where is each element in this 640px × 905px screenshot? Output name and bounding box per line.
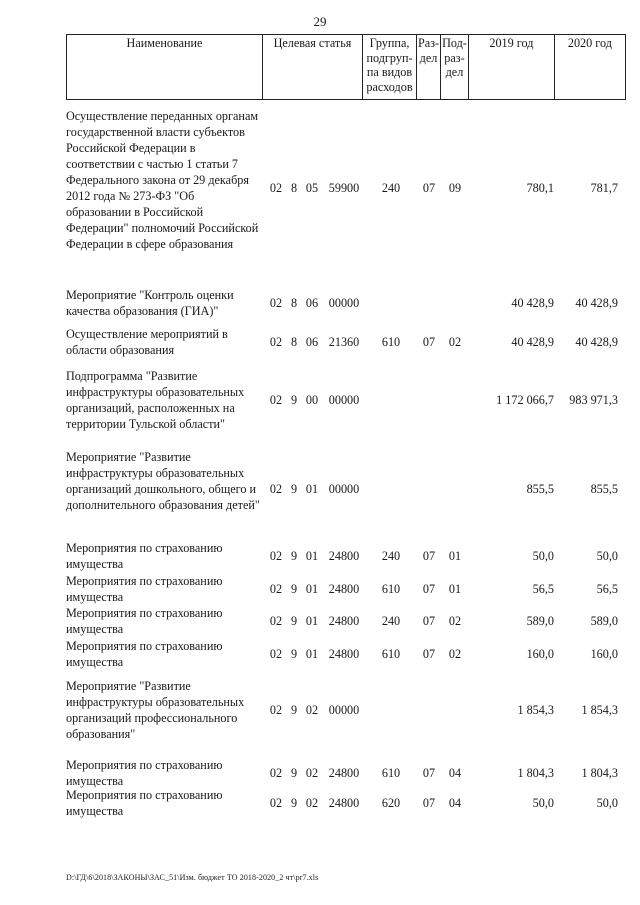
row-subprogram: 9 [290, 766, 298, 780]
row-podrazdel: 02 [448, 647, 462, 661]
row-program: 02 [269, 647, 283, 661]
row-razdel: 07 [422, 796, 436, 810]
row-direction: 00 [305, 393, 319, 407]
row-program: 02 [269, 393, 283, 407]
row-program: 02 [269, 335, 283, 349]
row-value-2020: 40 428,9 [575, 335, 618, 349]
row-group: 610 [381, 335, 401, 349]
row-value-2020: 983 971,3 [569, 393, 618, 407]
row-program: 02 [269, 482, 283, 496]
row-name: Подпрограмма "Развитие инфраструктуры образовательных организаций, расположенных на территории Тульской области" [66, 369, 245, 431]
row-name: Мероприятия по страхованию имущества [66, 541, 223, 571]
header-group-line: расходов [366, 79, 413, 94]
row-program: 02 [269, 549, 283, 563]
header-name: Наименование [67, 35, 263, 100]
row-razdel: 07 [422, 647, 436, 661]
row-podrazdel: 01 [448, 582, 462, 596]
row-name: Мероприятия по страхованию имущества [66, 758, 223, 788]
row-podrazdel: 02 [448, 335, 462, 349]
row-subprogram: 9 [290, 482, 298, 496]
row-value-2020: 50,0 [596, 549, 618, 563]
row-direction: 01 [305, 549, 319, 563]
row-name: Мероприятия по страхованию имущества [66, 639, 223, 669]
row-razdel: 07 [422, 766, 436, 780]
row-value-2020: 40 428,9 [575, 296, 618, 310]
row-program: 02 [269, 703, 283, 717]
row-value-2019: 1 804,3 [517, 766, 554, 780]
row-subprogram: 8 [290, 181, 298, 195]
row-value-2019: 50,0 [532, 549, 554, 563]
row-direction: 01 [305, 614, 319, 628]
row-code: 00000 [328, 703, 360, 717]
row-subprogram: 9 [290, 614, 298, 628]
footer-file-path: D:\ГД\6\2018\ЗАКОНЫ\ЗАС_51\Изм. бюджет ТО 2018-2020_2 чт\pr7.xls [66, 873, 319, 882]
row-direction: 01 [305, 482, 319, 496]
row-value-2019: 40 428,9 [511, 335, 554, 349]
row-value-2019: 56,5 [532, 582, 554, 596]
page-number: 29 [313, 14, 327, 29]
row-name: Мероприятия по страхованию имущества [66, 788, 223, 818]
row-direction: 05 [305, 181, 319, 195]
row-value-2019: 1 854,3 [517, 703, 554, 717]
row-value-2019: 40 428,9 [511, 296, 554, 310]
row-code: 24800 [328, 614, 360, 628]
header-expense-group [363, 35, 417, 100]
row-name: Мероприятие "Контроль оценки качества образования (ГИА)" [66, 288, 234, 318]
row-direction: 02 [305, 766, 319, 780]
row-code: 24800 [328, 549, 360, 563]
row-name: Осуществление мероприятий в области образования [66, 327, 228, 357]
row-value-2019: 1 172 066,7 [496, 393, 554, 407]
row-value-2020: 50,0 [596, 796, 618, 810]
row-code: 00000 [328, 296, 360, 310]
row-podrazdel: 04 [448, 796, 462, 810]
header-year-2020: 2020 год [554, 35, 625, 100]
row-group: 610 [381, 766, 401, 780]
row-direction: 02 [305, 796, 319, 810]
row-direction: 02 [305, 703, 319, 717]
row-subprogram: 9 [290, 549, 298, 563]
row-group: 620 [381, 796, 401, 810]
header-razdel-line: Раз- [418, 36, 440, 50]
row-code: 59900 [328, 181, 360, 195]
row-code: 21360 [328, 335, 360, 349]
row-value-2020: 589,0 [590, 614, 618, 628]
row-name: Осуществление переданных органам государственной власти субъектов Российской Федерации в соответствии с частью 1 статьи 7 Федерального закона от 29 декабря 2012 года № 273-ФЗ "Об образовании в Российской Федерации" полномочий Российской Федерации в сфере образования [66, 109, 259, 251]
row-value-2019: 50,0 [532, 796, 554, 810]
row-value-2019: 855,5 [526, 482, 554, 496]
row-name: Мероприятие "Развитие инфраструктуры образовательных организаций дошкольного, общего и дополнительного образования детей" [66, 450, 260, 512]
row-code: 00000 [328, 482, 360, 496]
row-program: 02 [269, 796, 283, 810]
header-podrazdel [441, 35, 469, 100]
header-razdel-line: дел [419, 50, 438, 65]
row-program: 02 [269, 181, 283, 195]
row-subprogram: 9 [290, 582, 298, 596]
row-program: 02 [269, 614, 283, 628]
row-group: 240 [381, 614, 401, 628]
row-group: 610 [381, 582, 401, 596]
row-value-2020: 855,5 [590, 482, 618, 496]
row-subprogram: 9 [290, 647, 298, 661]
row-subprogram: 9 [290, 703, 298, 717]
header-group-line: подгруп- [366, 50, 413, 65]
row-subprogram: 8 [290, 296, 298, 310]
row-direction: 06 [305, 335, 319, 349]
header-group-line: Группа, [369, 36, 410, 50]
row-razdel: 07 [422, 181, 436, 195]
row-program: 02 [269, 296, 283, 310]
row-value-2020: 160,0 [590, 647, 618, 661]
row-group: 240 [381, 549, 401, 563]
row-razdel: 07 [422, 614, 436, 628]
row-subprogram: 9 [290, 796, 298, 810]
row-name: Мероприятия по страхованию имущества [66, 606, 223, 636]
row-value-2020: 1 804,3 [581, 766, 618, 780]
row-razdel: 07 [422, 582, 436, 596]
row-podrazdel: 04 [448, 766, 462, 780]
row-direction: 01 [305, 647, 319, 661]
header-target-article: Целевая статья [263, 35, 363, 100]
row-code: 24800 [328, 766, 360, 780]
row-value-2020: 781,7 [590, 181, 618, 195]
header-podrazdel-line: дел [445, 65, 464, 79]
row-value-2020: 56,5 [596, 582, 618, 596]
row-group: 240 [381, 181, 401, 195]
row-podrazdel: 09 [448, 181, 462, 195]
row-podrazdel: 01 [448, 549, 462, 563]
header-podrazdel-line: раз- [444, 50, 465, 65]
row-value-2019: 160,0 [526, 647, 554, 661]
header-razdel [417, 35, 441, 100]
row-subprogram: 8 [290, 335, 298, 349]
header-podrazdel-line: Под- [442, 36, 467, 50]
row-direction: 01 [305, 582, 319, 596]
row-value-2019: 780,1 [526, 181, 554, 195]
table-header [66, 34, 626, 100]
row-razdel: 07 [422, 335, 436, 349]
header-group-line: па видов [366, 65, 413, 79]
row-value-2019: 589,0 [526, 614, 554, 628]
row-code: 00000 [328, 393, 360, 407]
row-code: 24800 [328, 582, 360, 596]
row-podrazdel: 02 [448, 614, 462, 628]
row-name: Мероприятия по страхованию имущества [66, 574, 223, 604]
row-program: 02 [269, 582, 283, 596]
header-year-2019: 2019 год [468, 35, 554, 100]
row-value-2020: 1 854,3 [581, 703, 618, 717]
row-name: Мероприятие "Развитие инфраструктуры образовательных организаций профессионального образования" [66, 679, 245, 741]
row-subprogram: 9 [290, 393, 298, 407]
row-direction: 06 [305, 296, 319, 310]
row-code: 24800 [328, 647, 360, 661]
row-group: 610 [381, 647, 401, 661]
row-code: 24800 [328, 796, 360, 810]
row-razdel: 07 [422, 549, 436, 563]
row-program: 02 [269, 766, 283, 780]
